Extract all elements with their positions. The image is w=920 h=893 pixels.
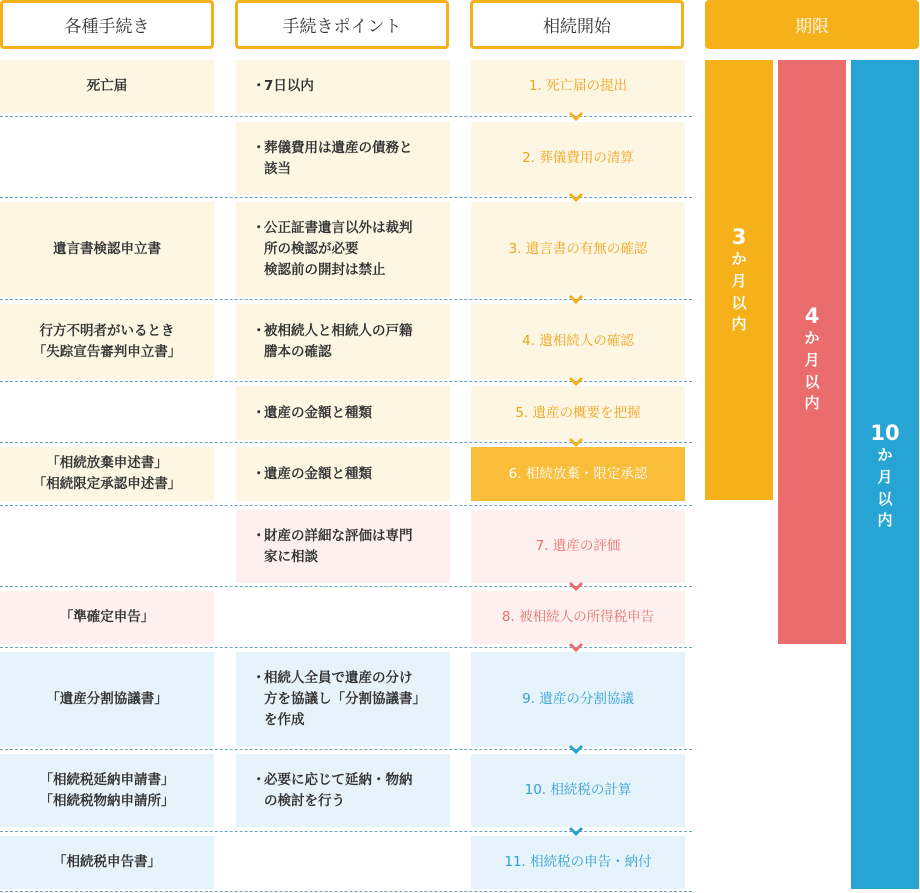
point-text: 公正証書遺言以外は裁判 所の検認が必要 検認前の開封は禁止 <box>264 220 413 278</box>
step-label: 1. 死亡届の提出 <box>528 78 628 95</box>
bullet-mark: ・ <box>252 322 266 339</box>
row-separator <box>0 116 692 117</box>
deadline-unit: か <box>804 329 820 348</box>
deadline-unit: か <box>877 446 893 465</box>
procedure-label: 「遺産分割協議書」 <box>46 691 168 708</box>
deadline-bar-10-months <box>851 60 919 889</box>
row-separator <box>0 442 692 443</box>
header-deadline: 期限 <box>705 0 919 49</box>
step-label: 4. 遺相続人の確認 <box>522 333 634 350</box>
deadline-unit: 内 <box>804 394 820 413</box>
row-separator <box>0 586 692 587</box>
deadline-unit: 以 <box>804 372 820 391</box>
point-cell <box>236 202 450 297</box>
step-cell <box>471 652 685 747</box>
deadline-unit: 内 <box>731 315 747 334</box>
step-cell <box>471 510 685 583</box>
procedure-cell <box>0 122 214 195</box>
bullet-mark: ・ <box>252 771 266 788</box>
row-separator <box>0 647 692 648</box>
point-cell <box>236 447 450 501</box>
row-separator <box>0 749 692 750</box>
bullet-mark: ・ <box>252 78 266 95</box>
deadline-bar-4-months <box>778 60 846 644</box>
point-bullet-item <box>252 770 413 812</box>
point-cell <box>236 652 450 747</box>
point-bullet-item <box>252 321 413 363</box>
point-bullet-item <box>252 668 426 731</box>
procedure-label: 死亡届 <box>86 78 128 95</box>
point-bullet-item <box>252 218 413 281</box>
deadline-number: 10 <box>870 421 900 445</box>
point-cell <box>236 304 450 379</box>
point-bullet-item <box>252 403 372 424</box>
step-cell <box>471 447 685 501</box>
procedure-label: 「相続税延納申請書」 「相続税物納申請所」 <box>39 771 175 809</box>
header-points: 手続きポイント <box>235 0 449 49</box>
deadline-unit: 内 <box>877 511 893 530</box>
point-bullet-item <box>252 464 372 485</box>
point-bullet-item <box>252 526 413 568</box>
bullet-mark: ・ <box>252 220 266 237</box>
procedure-label: 行方不明者がいるとき 「失踪宣告審判申立書」 <box>32 322 182 360</box>
step-label: 10. 相続税の計算 <box>524 782 632 799</box>
step-cell <box>471 304 685 379</box>
procedure-cell <box>0 652 214 747</box>
bullet-mark: ・ <box>252 527 266 544</box>
procedure-cell <box>0 754 214 827</box>
deadline-bar-3-months <box>705 60 773 500</box>
step-cell <box>471 591 685 644</box>
deadline-unit: 以 <box>877 489 893 508</box>
row-separator <box>0 505 692 506</box>
row-separator <box>0 891 692 892</box>
step-cell <box>471 122 685 195</box>
point-cell <box>236 591 450 644</box>
procedure-cell <box>0 510 214 583</box>
point-cell <box>236 386 450 440</box>
procedure-cell <box>0 447 214 501</box>
bullet-mark: ・ <box>252 139 266 156</box>
step-cell <box>471 202 685 297</box>
step-label: 9. 遺産の分割協議 <box>522 691 634 708</box>
step-cell <box>471 836 685 889</box>
step-cell <box>471 754 685 827</box>
procedure-cell <box>0 304 214 379</box>
point-text: 財産の詳細な評価は専門 家に相談 <box>264 527 413 565</box>
step-label: 11. 相続税の申告・納付 <box>504 854 652 871</box>
row-separator <box>0 381 692 382</box>
chevron-down-icon <box>568 111 584 122</box>
procedure-label: 「準確定申告」 <box>59 609 155 626</box>
step-cell <box>471 386 685 440</box>
point-cell <box>236 754 450 827</box>
step-label: 7. 遺産の評価 <box>535 538 621 555</box>
point-text: 被相続人と相続人の戸籍 謄本の確認 <box>264 322 413 360</box>
procedure-label: 遺言書検認申立書 <box>53 241 161 258</box>
row-separator <box>0 831 692 832</box>
header-start: 相続開始 <box>470 0 684 49</box>
point-text: 遺産の金額と種類 <box>264 404 372 421</box>
row-separator <box>0 299 692 300</box>
deadline-number: 4 <box>804 304 820 328</box>
deadline-unit: か <box>731 250 747 269</box>
procedure-cell <box>0 202 214 297</box>
point-cell <box>236 836 450 889</box>
procedure-label: 「相続税申告書」 <box>53 854 161 871</box>
step-label: 2. 葬儀費用の清算 <box>522 150 634 167</box>
point-bullet-item <box>252 138 413 180</box>
procedure-cell <box>0 591 214 644</box>
procedure-cell <box>0 386 214 440</box>
point-text: 必要に応じて延納・物納 の検討を行う <box>264 771 413 809</box>
step-label: 6. 相続放棄・限定承認 <box>508 465 648 482</box>
point-bullet-item <box>252 76 314 97</box>
bullet-mark: ・ <box>252 404 266 421</box>
step-label: 5. 遺産の概要を把握 <box>515 404 641 421</box>
step-label: 8. 被相続人の所得税申告 <box>501 609 655 626</box>
point-cell <box>236 122 450 195</box>
procedure-cell <box>0 60 214 113</box>
point-text: 相続人全員で遺産の分け 方を協議し「分割協議書」 を作成 <box>264 670 426 728</box>
step-cell <box>471 60 685 113</box>
deadline-unit: 月 <box>731 271 747 290</box>
deadline-unit: 月 <box>804 350 820 369</box>
step-label: 3. 遺言書の有無の確認 <box>508 241 648 258</box>
point-text: 7日以内 <box>264 78 314 95</box>
bullet-mark: ・ <box>252 465 266 482</box>
deadline-unit: 月 <box>877 467 893 486</box>
bullet-mark: ・ <box>252 670 266 687</box>
procedure-label: 「相続放棄申述書」 「相続限定承認申述書」 <box>32 455 182 492</box>
point-text: 遺産の金額と種類 <box>264 465 372 482</box>
deadline-unit: 以 <box>731 293 747 312</box>
point-text: 葬儀費用は遺産の債務と 該当 <box>264 139 413 177</box>
point-cell <box>236 60 450 113</box>
row-separator <box>0 197 692 198</box>
header-procedures: 各種手続き <box>0 0 214 49</box>
deadline-number: 3 <box>731 225 747 249</box>
procedure-cell <box>0 836 214 889</box>
point-cell <box>236 510 450 583</box>
